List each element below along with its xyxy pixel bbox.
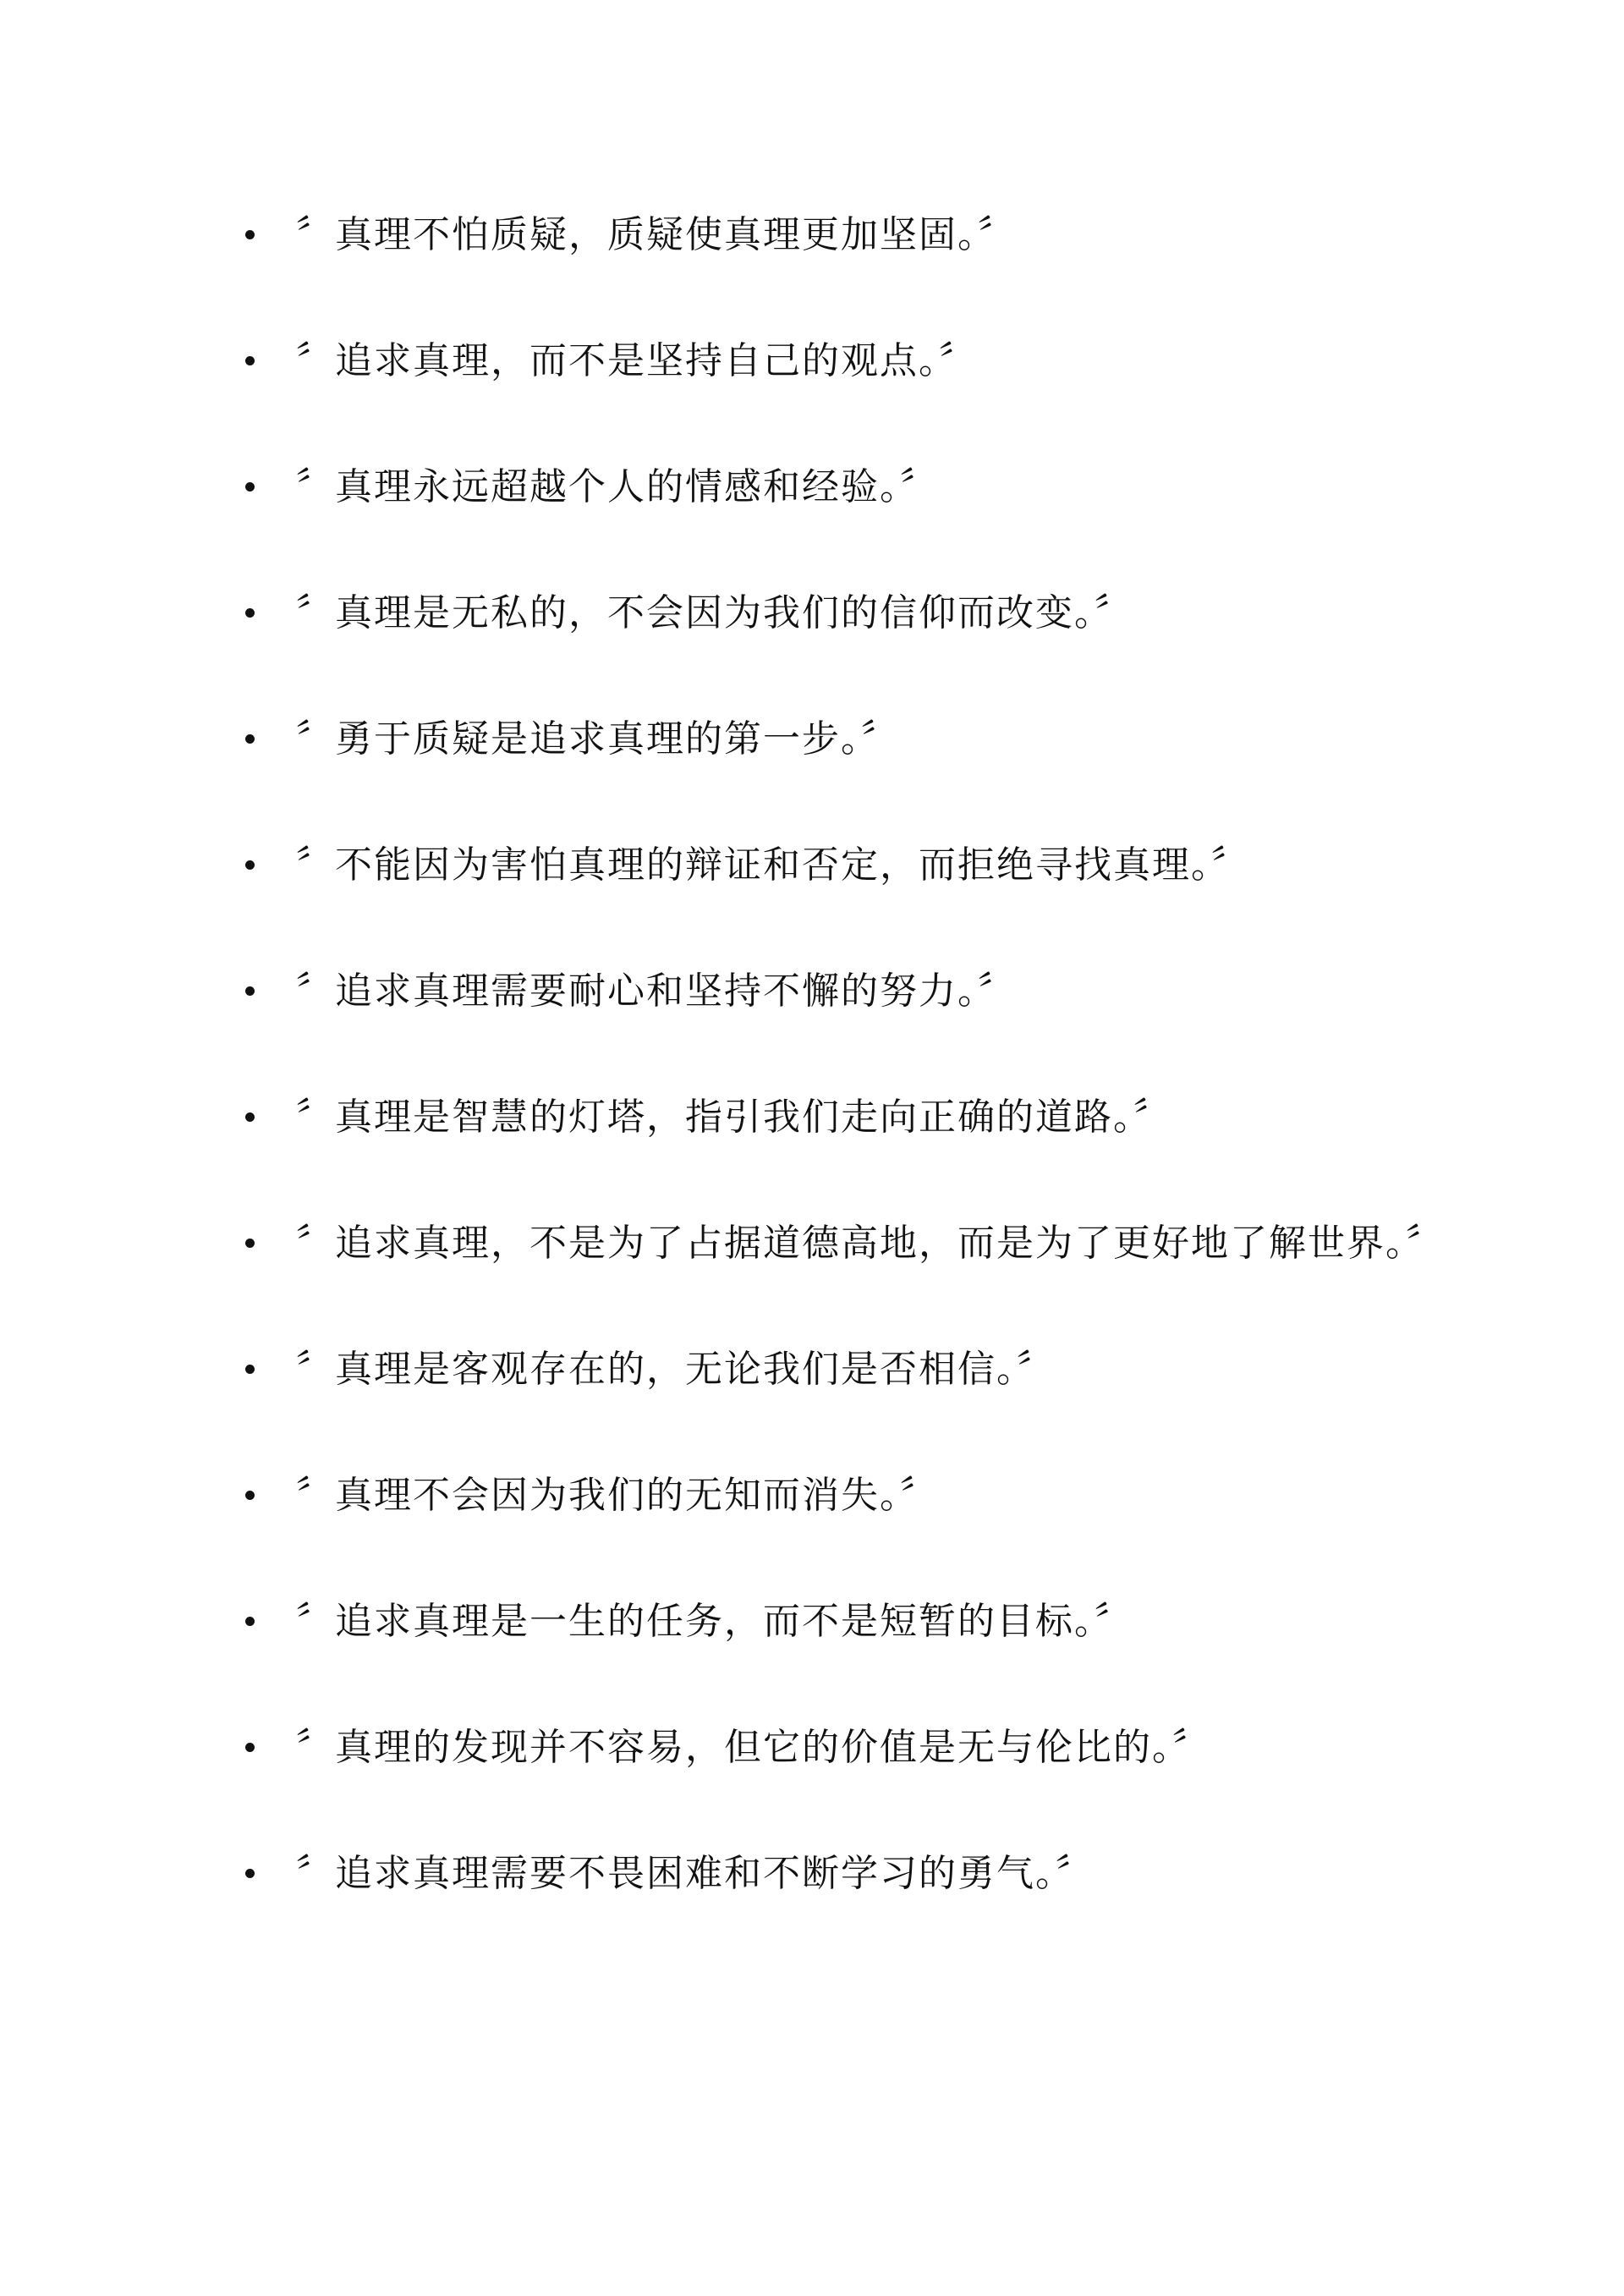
list-item: [245, 816, 1429, 915]
bullet-icon: [245, 1239, 255, 1248]
quote-text: 〞不能因为害怕真理的辩证和否定，而拒绝寻找真理。〞: [296, 843, 1250, 887]
bullet-icon: [245, 1365, 255, 1374]
bullet-icon: [245, 986, 255, 996]
list-item: [245, 690, 1429, 788]
quote-text: 〞真理的发现并不容易，但它的价值是无与伦比的。〞: [296, 1726, 1211, 1769]
bullet-icon: [245, 1491, 255, 1500]
bullet-icon: [245, 482, 255, 492]
list-item: [245, 1447, 1429, 1545]
bullet-icon: [245, 1617, 255, 1626]
list-item: [245, 1195, 1445, 1293]
list-item: [245, 564, 1429, 662]
bullet-icon: [245, 230, 255, 239]
quote-text: 〞真理是智慧的灯塔，指引我们走向正确的道路。〞: [296, 1096, 1172, 1139]
quote-text: 〞追求真理，而不是坚持自己的观点。〞: [296, 339, 978, 382]
bullet-icon: [245, 734, 255, 744]
quote-text: 〞追求真理是一生的任务，而不是短暂的目标。〞: [296, 1600, 1133, 1643]
bullet-icon: [245, 356, 255, 365]
quote-text: 〞真理不会因为我们的无知而消失。〞: [296, 1474, 939, 1517]
quote-text: 〞真理是无私的，不会因为我们的信仰而改变。〞: [296, 591, 1133, 634]
quote-text: 〞追求真理需要不畏困难和不断学习的勇气。〞: [296, 1852, 1095, 1895]
list-item: [245, 1825, 1429, 1923]
quote-text: 〞真理是客观存在的，无论我们是否相信。〞: [296, 1348, 1056, 1391]
quote-text: 〞真理不怕质疑，质疑使真理更加坚固。〞: [296, 213, 1017, 256]
bullet-icon: [245, 1112, 255, 1122]
list-item: [245, 438, 1429, 536]
list-item: [245, 1068, 1429, 1167]
list-item: [245, 312, 1429, 410]
list-item: [245, 1573, 1429, 1671]
list-item: [245, 1699, 1429, 1797]
quote-text: 〞追求真理需要耐心和坚持不懈的努力。〞: [296, 969, 1017, 1013]
bullet-icon: [245, 1869, 255, 1878]
quote-text: 〞勇于质疑是追求真理的第一步。〞: [296, 717, 900, 761]
bullet-icon: [245, 1743, 255, 1752]
quote-text: 〞追求真理，不是为了占据道德高地，而是为了更好地了解世界。〞: [296, 1222, 1445, 1265]
quote-text: 〞真理永远超越个人的情感和经验。〞: [296, 465, 939, 508]
list-item: [245, 1321, 1429, 1419]
list-item: [245, 186, 1429, 284]
list-item: [245, 942, 1429, 1041]
bullet-icon: [245, 608, 255, 618]
bullet-icon: [245, 860, 255, 870]
quote-list: [245, 186, 1445, 1951]
